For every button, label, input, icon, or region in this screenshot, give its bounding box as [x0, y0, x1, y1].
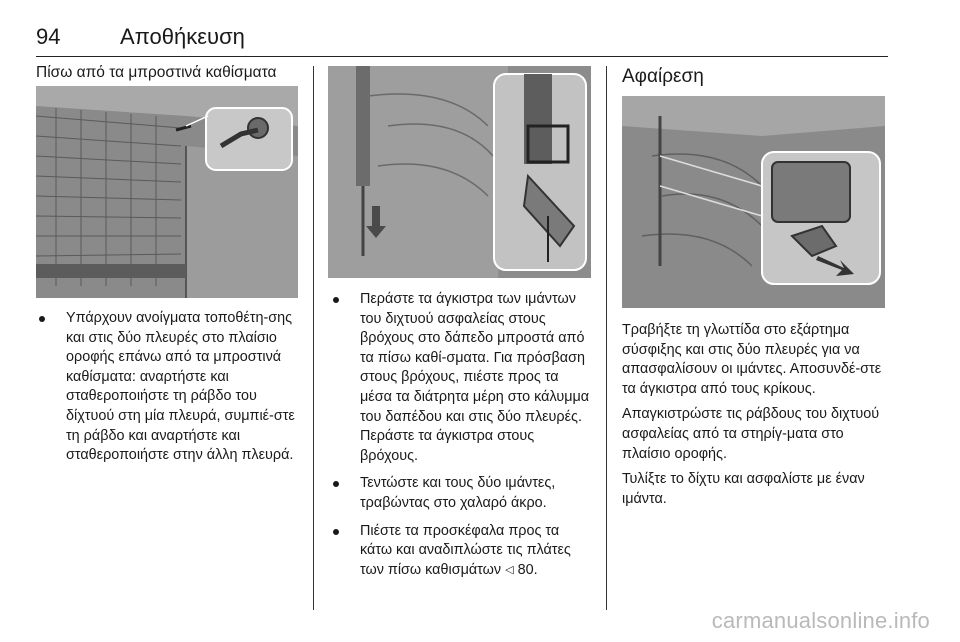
bullet-item: Περάστε τα άγκιστρα των ιμάντων του διχτυού ασφαλείας στους βρόχους στο δάπεδο μπροστά από τα πίσω καθί-σματα. Για πρόσβαση στους βρόχους, πιέστε προς τα μέσα τα διάτρητα μέρη στο κάλυμμα του δαπέδου και στις δύο πλευρές. Περάστε τα άγκιστρα στους βρόχους.	[330, 290, 592, 466]
bullet-item: Υπάρχουν ανοίγματα τοποθέτη-σης και στις δύο πλευρές στο πλαίσιο οροφής επάνω από τα μπροστινά καθίσματα: αναρτήστε και σταθεροποιήστε τη ράβδο του δίχτυού στη μία πλευρά, συμπιέ-στε τη ράβδο και αναρτήστε και σταθεροποιήστε στην άλλη πλευρά.	[36, 309, 302, 466]
page-reference-arrow: ◁	[505, 563, 514, 576]
page-number: 94	[36, 24, 61, 49]
removal-instructions	[622, 321, 890, 515]
paragraph: Απαγκιστρώστε τις ράβδους του διχτυού ασφαλείας από τα στηρίγ-ματα στο πλαίσιο οροφής.	[622, 406, 880, 462]
section-subheading: Πίσω από τα μπροστινά καθίσματα	[36, 64, 277, 81]
bullet-list-strap-hooks	[330, 290, 592, 588]
bullet-item	[330, 522, 592, 581]
illustration-strap-hooks	[328, 66, 591, 278]
bullet-text: Πιέστε τα προσκέφαλα προς τα κάτω και αναδιπλώστε τις πλάτες των πίσω καθισμάτων	[360, 522, 571, 578]
section-heading-removal: Αφαίρεση	[622, 66, 704, 87]
column-divider-right	[606, 66, 607, 610]
page-reference-link[interactable]: 80.	[517, 561, 538, 578]
illustration-removal-clamp	[622, 96, 885, 308]
column-divider-left	[313, 66, 314, 610]
page-title: Αποθήκευση	[120, 24, 245, 49]
paragraph: Τραβήξτε τη γλωττίδα στο εξάρτημα σύσφιξης και στις δύο πλευρές για να απασφαλίσουν οι ιμάντες. Αποσυνδέ-στε τα άγκιστρα από τους κρίκους.	[622, 322, 882, 397]
header-rule	[36, 56, 888, 57]
paragraph: Τυλίξτε το δίχτυ και ασφαλίστε με έναν ιμάντα.	[622, 471, 865, 507]
bullet-item: Τεντώστε και τους δύο ιμάντες, τραβώντας στο χαλαρό άκρο.	[330, 474, 592, 513]
watermark: carmanualsonline.info	[711, 608, 930, 633]
illustration-net-bar-roof	[36, 86, 298, 298]
bullet-list-installation-roof	[36, 309, 302, 474]
